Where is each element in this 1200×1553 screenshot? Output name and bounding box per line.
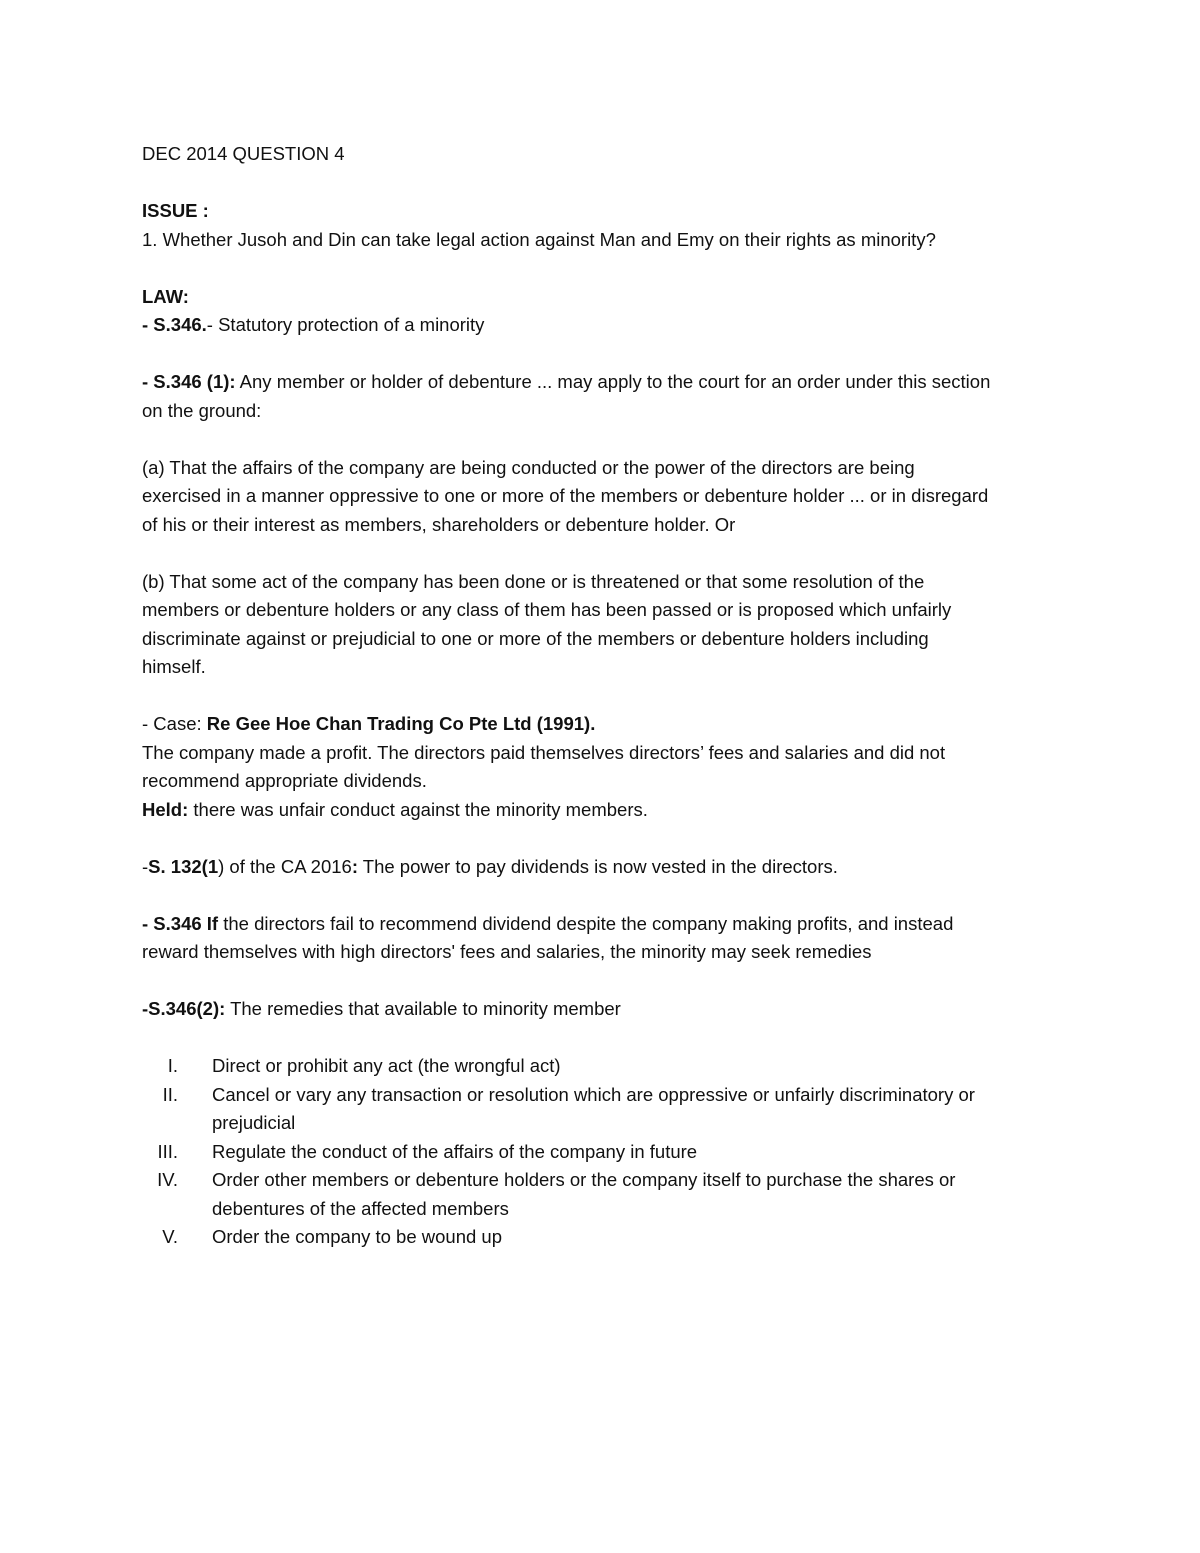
list-item xyxy=(142,1138,992,1167)
remedies-list xyxy=(142,1052,992,1252)
s346-if-text: the directors fail to recommend dividend despite the company making profits, and instead reward themselves with high directors' fees and salaries, the minority may seek remedies xyxy=(142,912,954,962)
list-item xyxy=(142,1081,992,1138)
list-item-text: Order other members or debenture holders or the company itself to purchase the shares or debentures of the affected members xyxy=(212,1169,956,1219)
list-item xyxy=(142,1223,992,1252)
s346-2-line xyxy=(142,995,992,1024)
list-item-text: Order the company to be wound up xyxy=(212,1226,503,1247)
held-line xyxy=(142,796,992,825)
case-name: Re Gee Hoe Chan Trading Co Pte Ltd (1991). xyxy=(206,713,596,734)
paragraph-a: (a) That the affairs of the company are being conducted or the power of the directors are being exercised in a manner oppressive to one or more of the members or debenture holder ... or in disregard of his or their interest as members, shareholders or debenture holder. Or xyxy=(142,456,989,535)
s346-label: - S.346. xyxy=(142,314,207,335)
list-item xyxy=(142,1166,992,1223)
s132-line: -S. 132(1) of the CA 2016: The power to pay dividends is now vested in the directors. xyxy=(142,855,838,877)
s346-1-paragraph xyxy=(142,368,992,425)
s346-text: - Statutory protection of a minority xyxy=(206,314,485,335)
s132-label: S. 132(1 xyxy=(148,855,219,877)
list-item-text: Direct or prohibit any act (the wrongful act) xyxy=(212,1055,561,1076)
law-heading: LAW: xyxy=(142,285,189,307)
list-item-text: Regulate the conduct of the affairs of the company in future xyxy=(212,1140,698,1162)
list-item-number: V. xyxy=(162,1226,178,1247)
held-label: Held: xyxy=(142,798,189,820)
case-line xyxy=(142,710,992,739)
list-item-text: Cancel or vary any transaction or resolution which are oppressive or unfairly discriminatory or prejudicial xyxy=(212,1083,975,1133)
s346-if-label: - S.346 If xyxy=(142,912,219,934)
s346-2-text: The remedies that available to minority member xyxy=(225,998,621,1019)
list-item-number: I. xyxy=(167,1055,178,1076)
s346-2-label: -S.346(2): xyxy=(142,998,226,1019)
case-facts: The company made a profit. The directors paid themselves directors’ fees and salaries and did not recommend appropriate dividends. xyxy=(142,741,946,791)
document-title: DEC 2014 QUESTION 4 xyxy=(142,143,345,164)
issue-question: 1. Whether Jusoh and Din can take legal action against Man and Emy on their rights as minority? xyxy=(142,228,936,250)
case-prefix: - Case: xyxy=(142,713,207,734)
s346-line xyxy=(142,311,992,340)
list-item-number: III. xyxy=(157,1140,178,1162)
list-item xyxy=(142,1052,992,1081)
s346-1-text: Any member or holder of debenture ... may apply to the court for an order under this section on the ground: xyxy=(142,371,991,421)
s346-1-label: - S.346 (1): xyxy=(142,371,236,392)
s132-text: The power to pay dividends is now vested in the directors. xyxy=(357,855,838,877)
paragraph-b: (b) That some act of the company has been done or is threatened or that some resolution of the members or debenture holders or any class of them has been passed or is proposed which unfairly discriminate against or prejudicial to one or more of the members or debenture holders including himself. xyxy=(142,570,952,677)
held-text: there was unfair conduct against the minority members. xyxy=(188,798,648,820)
document-body xyxy=(142,140,992,1252)
list-item-number: IV. xyxy=(157,1169,178,1190)
issue-heading: ISSUE : xyxy=(142,200,209,221)
s346-if-paragraph xyxy=(142,910,992,967)
list-item-number: II. xyxy=(162,1083,178,1105)
